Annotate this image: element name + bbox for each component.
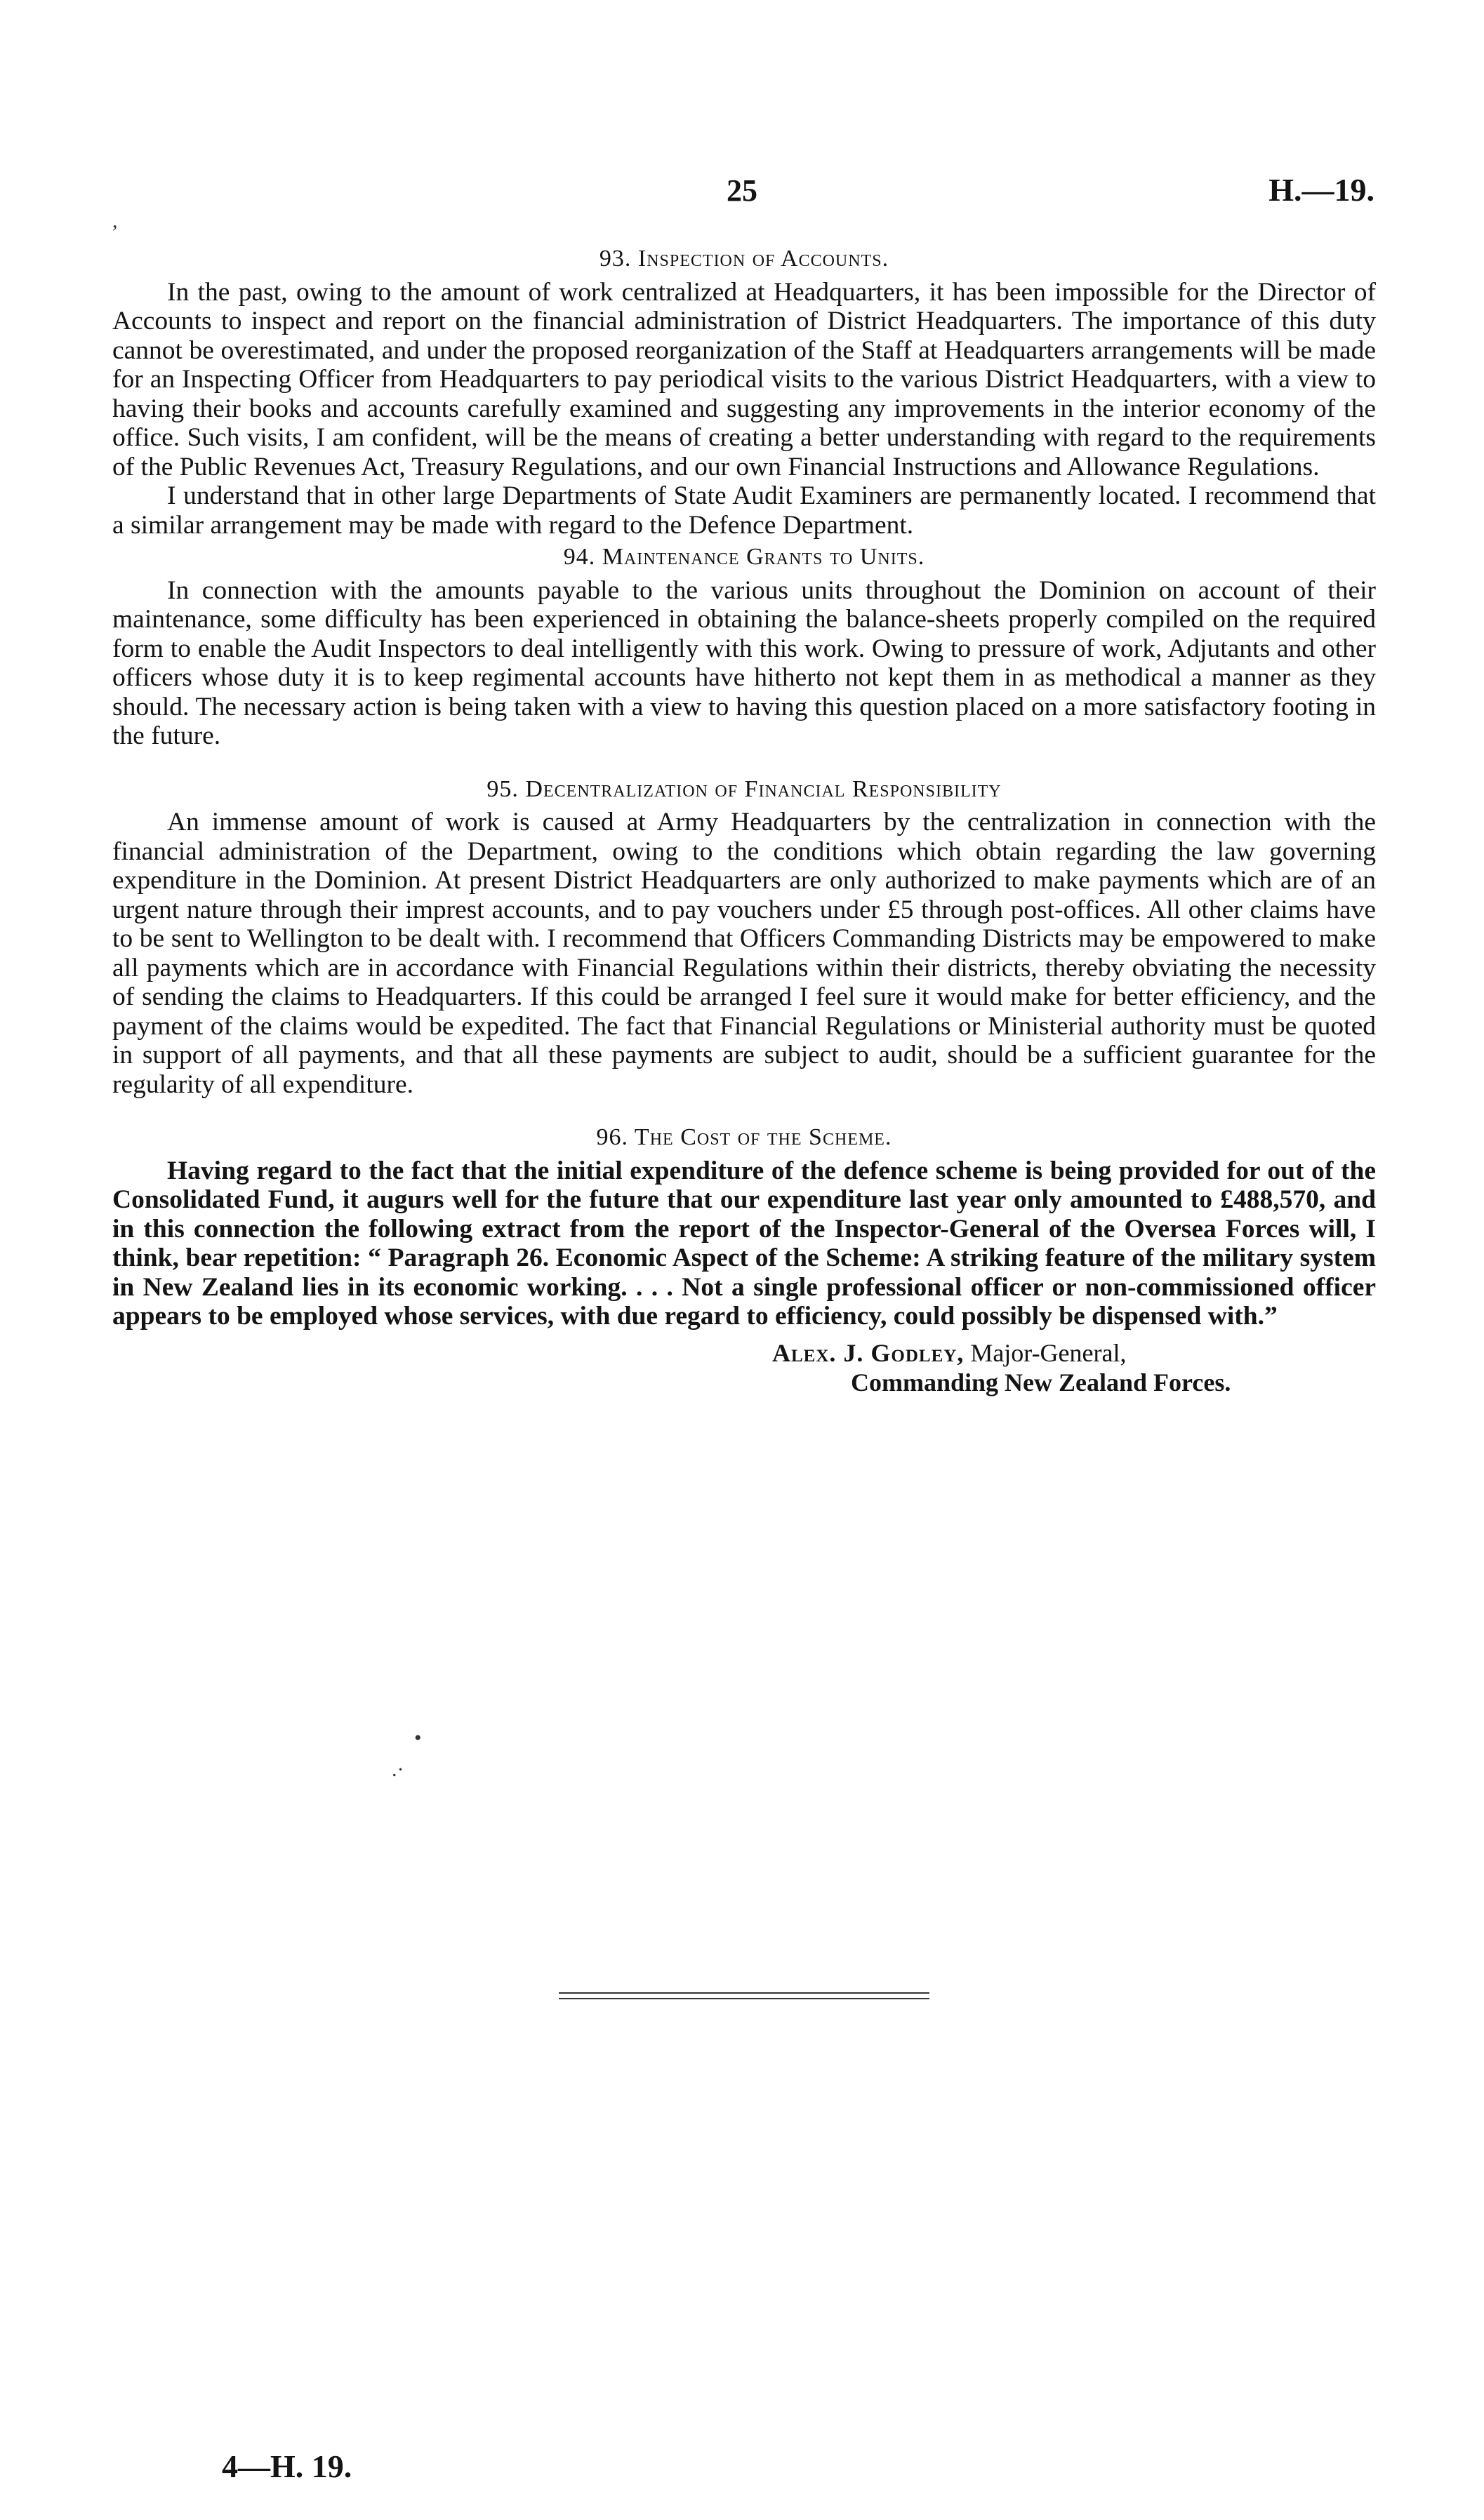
section-96 <box>112 1123 1376 1331</box>
paragraph: In connection with the amounts payable to the various units throughout the Dominion on account of their maintenance, some difficulty has been experienced in obtaining the balance-sheets properly compiled on the required form to enable the Audit Inspectors to deal intelligently with this work. Owing to pressure of work, Adjutants and other officers whose duty it is to keep regimental accounts have hitherto not kept them in as methodical a manner as they should. The necessary action is being taken with a view to having this question placed on a more satisfactory footing in the future. <box>112 575 1376 750</box>
paragraph: In the past, owing to the amount of work centralized at Headquarters, it has been impossible for the Director of Accounts to inspect and report on the financial administration of District Headquarters. The importance of this duty cannot be overestimated, and under the proposed reorganization of the Staff at Headquarters arrangements will be made for an Inspecting Officer from Headquarters to pay periodical visits to the various District Headquarters, with a view to having their books and accounts carefully examined and suggesting any improvements in the interior economy of the office. Such visits, I am confident, will be the means of creating a better understanding with regard to the requirements of the Public Revenues Act, Treasury Regulations, and our own Financial Instructions and Allowance Regulations. <box>112 277 1376 481</box>
paragraph: An immense amount of work is caused at Army Headquarters by the centralization in connection with the financial administration of the Department, owing to the conditions which obtain regarding the law governing expenditure in the Dominion. At present District Headquarters are only authorized to make payments which are of an urgent nature through their imprest accounts, and to pay vouchers under £5 through post-offices. All other claims have to be sent to Wellington to be dealt with. I recommend that Officers Commanding Districts may be empowered to make all payments which are in accordance with Financial Regulations within their districts, thereby obviating the necessity of sending the claims to Headquarters. If this could be arranged I feel sure it would make for better efficiency, and the payment of the claims would be expedited. The fact that Financial Regulations or Ministerial authority must be quoted in support of all payments, and that all these payments are subject to audit, should be a sufficient guarantee for the regularity of all expenditure. <box>112 808 1376 1099</box>
paragraph: I understand that in other large Departments of State Audit Examiners are permanently located. I recommend that a similar arrangement may be made with regard to the Defence Department. <box>112 481 1376 540</box>
stray-mark: , <box>112 209 118 232</box>
section-heading: 93. Inspection of Accounts. <box>599 246 889 272</box>
section-93 <box>112 244 1376 540</box>
signatory-command: Commanding New Zealand Forces. <box>851 1368 1231 1396</box>
page-number: 25 <box>727 173 757 208</box>
section-95 <box>112 775 1376 1100</box>
document-body <box>112 244 1376 1397</box>
closing-rule <box>559 1992 929 1999</box>
section-heading: 94. Maintenance Grants to Units. <box>563 544 925 570</box>
section-94 <box>112 542 1376 751</box>
stray-mark: .· <box>392 1758 404 1781</box>
signature-block <box>112 1338 1376 1397</box>
signatory-name: Alex. J. Godley, <box>772 1338 965 1367</box>
section-heading: 95. Decentralization of Financial Responsibility <box>486 775 1002 802</box>
paragraph: Having regard to the fact that the initial expenditure of the defence scheme is being provided for out of the Consolidated Fund, it augurs well for the future that our expenditure last year only amounted to £488,570, and in this connection the following extract from the report of the Inspector-General of the Oversea Forces will, I think, bear repetition: “ Paragraph 26. Economic Aspect of the Scheme: A striking feature of the military system in New Zealand lies in its economic working. . . . Not a single professional officer or non-commissioned officer appears to be employed whose services, with due regard to efficiency, could possibly be dispensed with.” <box>112 1156 1376 1331</box>
document-reference: H.—19. <box>1268 172 1374 208</box>
section-heading: 96. The Cost of the Scheme. <box>596 1124 892 1150</box>
sheet-reference: 4—H. 19. <box>222 2448 352 2484</box>
signatory-rank: Major-General, <box>970 1338 1127 1367</box>
stray-mark: • <box>414 1726 422 1749</box>
